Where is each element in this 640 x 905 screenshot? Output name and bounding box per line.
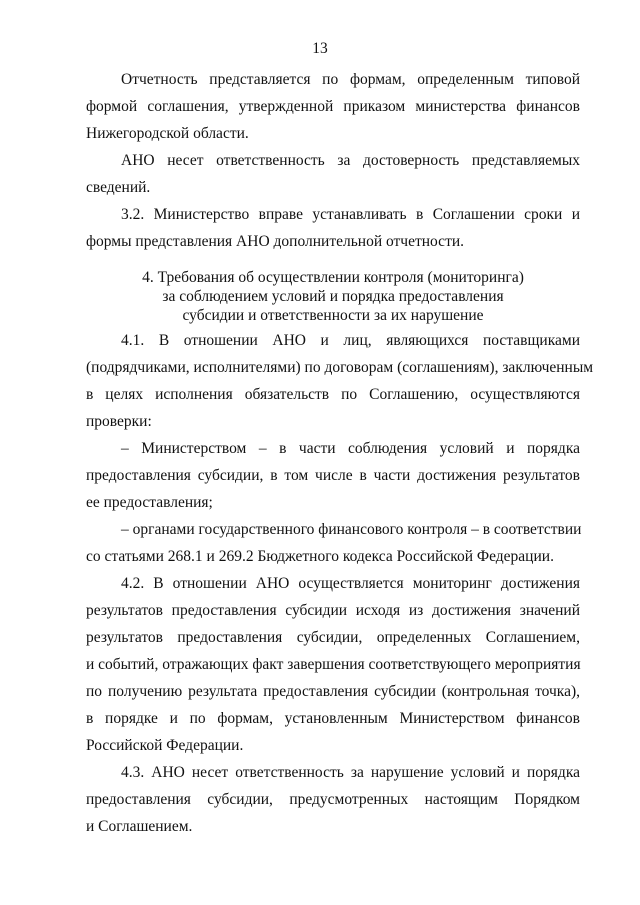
text-line: предоставления субсидии, предусмотренных настоящим Порядком — [86, 791, 580, 808]
text-line: (подрядчиками, исполнителями) по договорам (соглашениям), заключенным — [86, 359, 594, 376]
page-number: 13 — [312, 40, 328, 57]
text-line: и событий, отражающих факт завершения соответствующего мероприятия — [86, 656, 581, 673]
section-heading-line: 4. Требования об осуществлении контроля (мониторинга) — [142, 269, 524, 286]
text-line: формы представления АНО дополнительной отчетности. — [86, 233, 465, 250]
text-line: Российской Федерации. — [86, 737, 244, 754]
text-line: Нижегородской области. — [86, 125, 249, 142]
text-line: проверки: — [86, 413, 152, 430]
text-line: предоставления субсидии, в том числе в части достижения результатов — [86, 467, 580, 484]
section-heading-line: за соблюдением условий и порядка предоставления — [162, 288, 504, 305]
text-line: сведений. — [86, 179, 151, 196]
text-line: ее предоставления; — [86, 494, 213, 511]
text-line: 3.2. Министерство вправе устанавливать в Соглашении сроки и — [121, 206, 580, 223]
text-line: – органами государственного финансового контроля – в соответствии — [121, 521, 582, 538]
text-line: 4.3. АНО несет ответственность за нарушение условий и порядка — [121, 764, 580, 781]
text-line: – Министерством – в части соблюдения условий и порядка — [121, 440, 580, 457]
text-line: в целях исполнения обязательств по Соглашению, осуществляются — [86, 386, 580, 403]
text-line: формой соглашения, утвержденной приказом министерства финансов — [86, 98, 580, 115]
section-heading-line: субсидии и ответственности за их нарушение — [182, 307, 484, 324]
text-line: со статьями 268.1 и 269.2 Бюджетного кодекса Российской Федерации. — [86, 548, 554, 565]
text-line: АНО несет ответственность за достоверность представляемых — [121, 152, 580, 169]
text-line: Отчетность представляется по формам, определенным типовой — [121, 71, 580, 88]
text-line: результатов предоставления субсидии исходя из достижения значений — [86, 602, 580, 619]
text-line: результатов предоставления субсидии, определенных Соглашением, — [86, 629, 580, 646]
text-line: и Соглашением. — [86, 818, 193, 835]
text-line: 4.2. В отношении АНО осуществляется мониторинг достижения — [121, 575, 580, 592]
text-line: по получению результата предоставления субсидии (контрольная точка), — [86, 683, 580, 700]
text-line: в порядке и по формам, установленным Министерством финансов — [86, 710, 580, 727]
text-line: 4.1. В отношении АНО и лиц, являющихся поставщиками — [121, 332, 580, 349]
